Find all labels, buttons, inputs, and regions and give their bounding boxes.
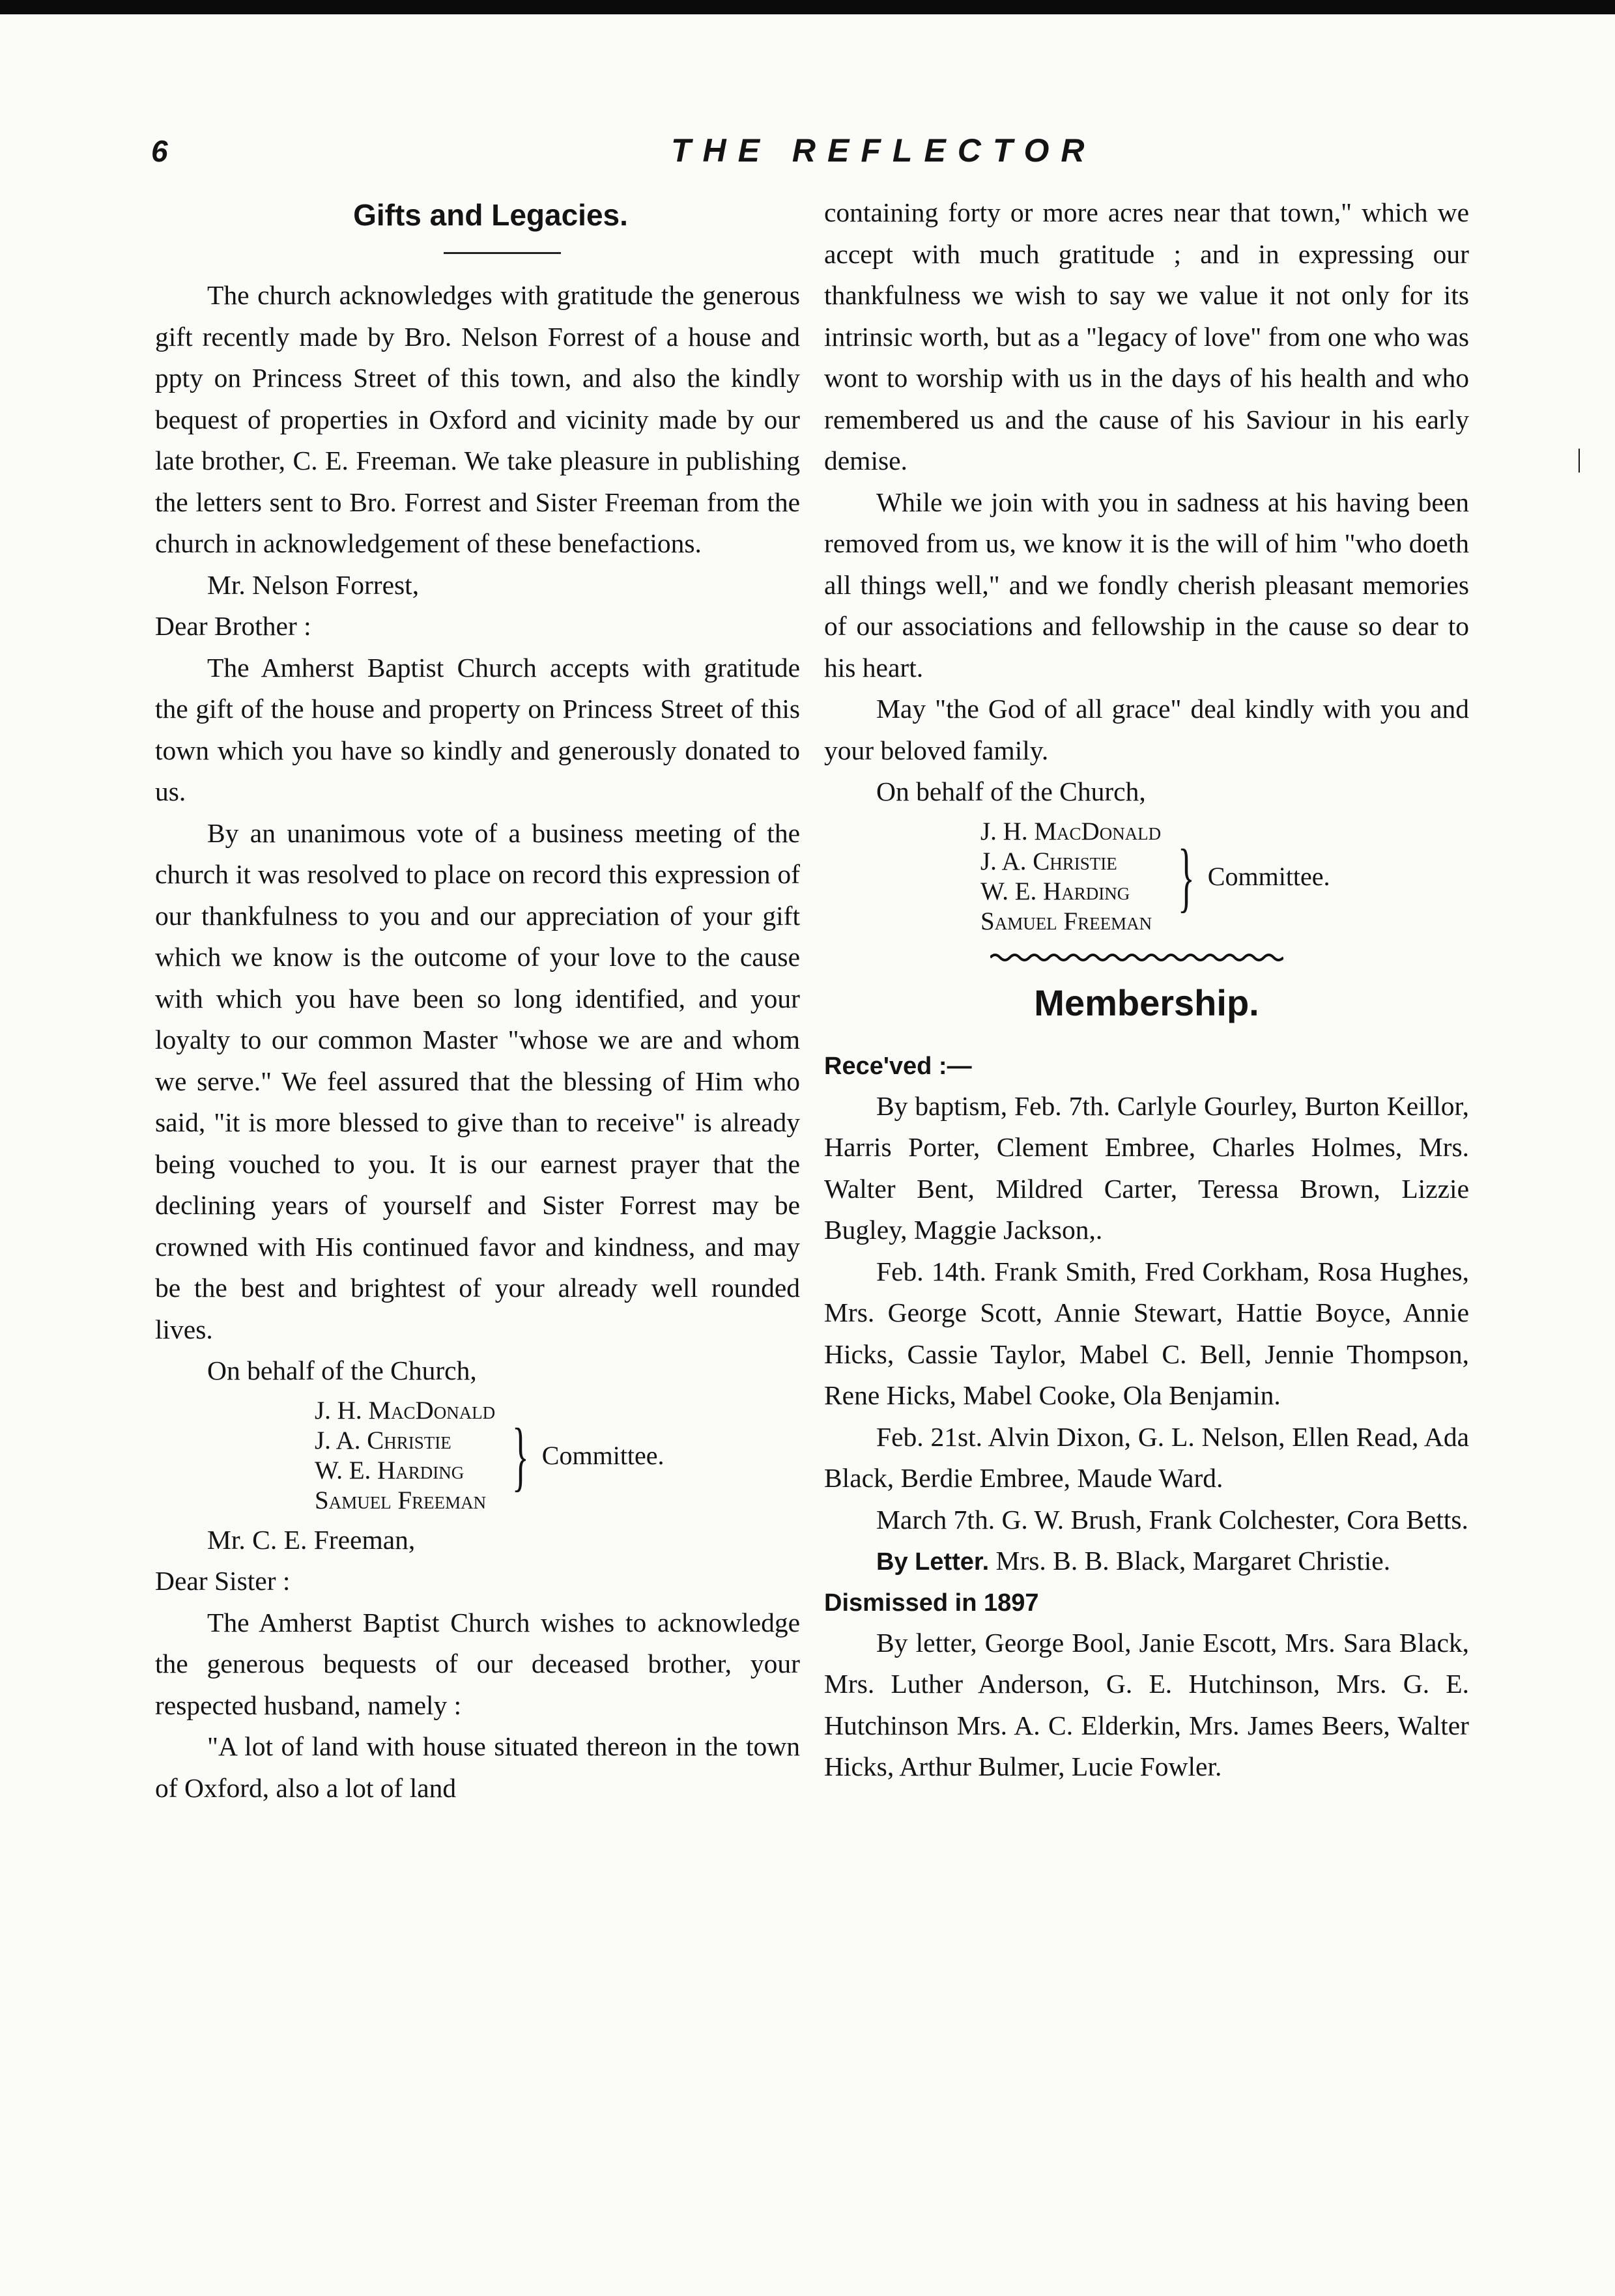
signatory: J. H. MacDonald [315,1396,496,1424]
received-label: Rece'ved :— [824,1052,972,1080]
signatory: Samuel Freeman [315,1486,487,1514]
top-border-rule [0,0,1615,14]
letter2-addressee: Mr. C. E. Freeman, [207,1524,416,1555]
dismissed-label: Dismissed in 1897 [824,1589,1039,1617]
letter2-paragraph-3: May "the God of all grace" deal kindly with you and your beloved family. [824,694,1469,765]
letter1-paragraph-1: The Amherst Baptist Church accepts with gratitude the gift of the house and property on Princess Street of this town which you have so kindly and generously donated to us. [155,652,800,806]
letter2-closing: On behalf of the Church, [876,776,1146,806]
letter2-salutation: Dear Sister : [155,1566,291,1596]
letter1-salutation: Dear Brother : [155,611,311,641]
by-letter-entry [824,1540,1469,1583]
section-divider [444,252,561,254]
signatory: Samuel Freeman [980,907,1152,935]
letter2-continued: containing forty or more acres near that town," which we accept with much gratitude ; and in expressing our thankfulness we wish to say we value it not only for its intrinsic worth, but as a "legacy of love" from one who was wont to worship with us in the days of his health and who remembered us and the cause of his Saviour in his early demise. [824,197,1469,475]
running-title: THE REFLECTOR [671,132,1096,169]
letter1-addressee: Mr. Nelson Forrest, [207,569,420,600]
letter2-paragraph-1: The Amherst Baptist Church wishes to acknowledge the generous bequests of our deceased brother, your respected husband, namely : [155,1607,800,1720]
baptism-feb21: Feb. 21st. Alvin Dixon, G. L. Nelson, Ellen Read, Ada Black, Berdie Embree, Maude Ward. [824,1421,1469,1493]
letter1-paragraph-2: By an unanimous vote of a business meeting of the church it was resolved to place on record this expression of our thankfulness to you and our appreciation of your gift which we know is the outcome of your love to the cause with which you have been so long identified, and your loyalty to our common Master "whose we are and whom we serve." We feel assured that the blessing of Him who said, "it is more blessed to give than to receive" is already being vouched to you. It is our earnest prayer that the declining years of yourself and Sister Forrest may be crowned with His continued favor and kindness, and may be the best and brightest of your already well rounded lives. [155,817,800,1344]
page-number: 6 [151,134,168,168]
by-letter-text: Mrs. B. B. Black, Margaret Christie. [995,1546,1391,1576]
committee-label: Committee. [1207,862,1330,891]
signatory: J. A. Christie [315,1426,451,1454]
wavy-divider [990,952,1283,963]
signatory: J. H. MacDonald [980,817,1162,845]
intro-paragraph: The church acknowledges with gratitude the generous gift recently made by Bro. Nelson Forrest of a house and ppty on Princess Street of this town, and also the kindly bequest of properties in Oxford and vicinity made by our late brother, C. E. Freeman. We take pleasure in publishing the letters sent to Bro. Forrest and Sister Freeman from the church in acknowledgement of these benefactions. [155,280,800,558]
signature-block [315,1396,800,1516]
signatory: W. E. Harding [980,877,1130,905]
letter1-closing: On behalf of the Church, [207,1355,477,1385]
baptism-march7: March 7th. G. W. Brush, Frank Colchester, Cora Betts. [876,1504,1468,1535]
by-letter-label: By Letter. [876,1548,990,1576]
right-column [824,192,1469,1788]
signatory-list [315,1396,495,1516]
signatory-list [980,817,1161,937]
signatory: J. A. Christie [980,847,1117,875]
letter2-quote-start: "A lot of land with house situated thereon in the town of Oxford, also a lot of land [155,1731,800,1803]
signature-block [980,817,1469,937]
baptism-feb7: By baptism, Feb. 7th. Carlyle Gourley, Burton Keillor, Harris Porter, Clement Embree, Charles Holmes, Mrs. Walter Bent, Mildred Carter, Teressa Brown, Lizzie Bugley, Maggie Jackson,. [824,1090,1469,1245]
brace-glyph: } [512,1411,529,1499]
section-title-membership: Membership. [1034,982,1259,1023]
committee-label: Committee. [541,1441,665,1470]
baptism-feb14: Feb. 14th. Frank Smith, Fred Corkham, Rosa Hughes, Mrs. George Scott, Annie Stewart, Hattie Boyce, Annie Hicks, Cassie Taylor, Mabel C. Bell, Jennie Thompson, Rene Hicks, Mabel Cooke, Ola Benjamin. [824,1256,1469,1410]
brace-glyph: } [1178,832,1195,920]
left-column [155,192,800,1809]
section-title-gifts: Gifts and Legacies. [353,198,628,232]
letter2-paragraph-2: While we join with you in sadness at his having been removed from us, we know it is the will of him "who doeth all things well," and we fondly cherish pleasant memories of our associations and fellowship in the cause so dear to his heart. [824,487,1469,683]
dismissed-list: By letter, George Bool, Janie Escott, Mrs. Sara Black, Mrs. Luther Anderson, G. E. Hutchinson, Mrs. G. E. Hutchinson Mrs. A. C. Elderkin, Mrs. James Beers, Walter Hicks, Arthur Bulmer, Lucie Fowler. [824,1627,1469,1781]
margin-mark: | [1577,444,1582,473]
signatory: W. E. Harding [315,1456,464,1484]
